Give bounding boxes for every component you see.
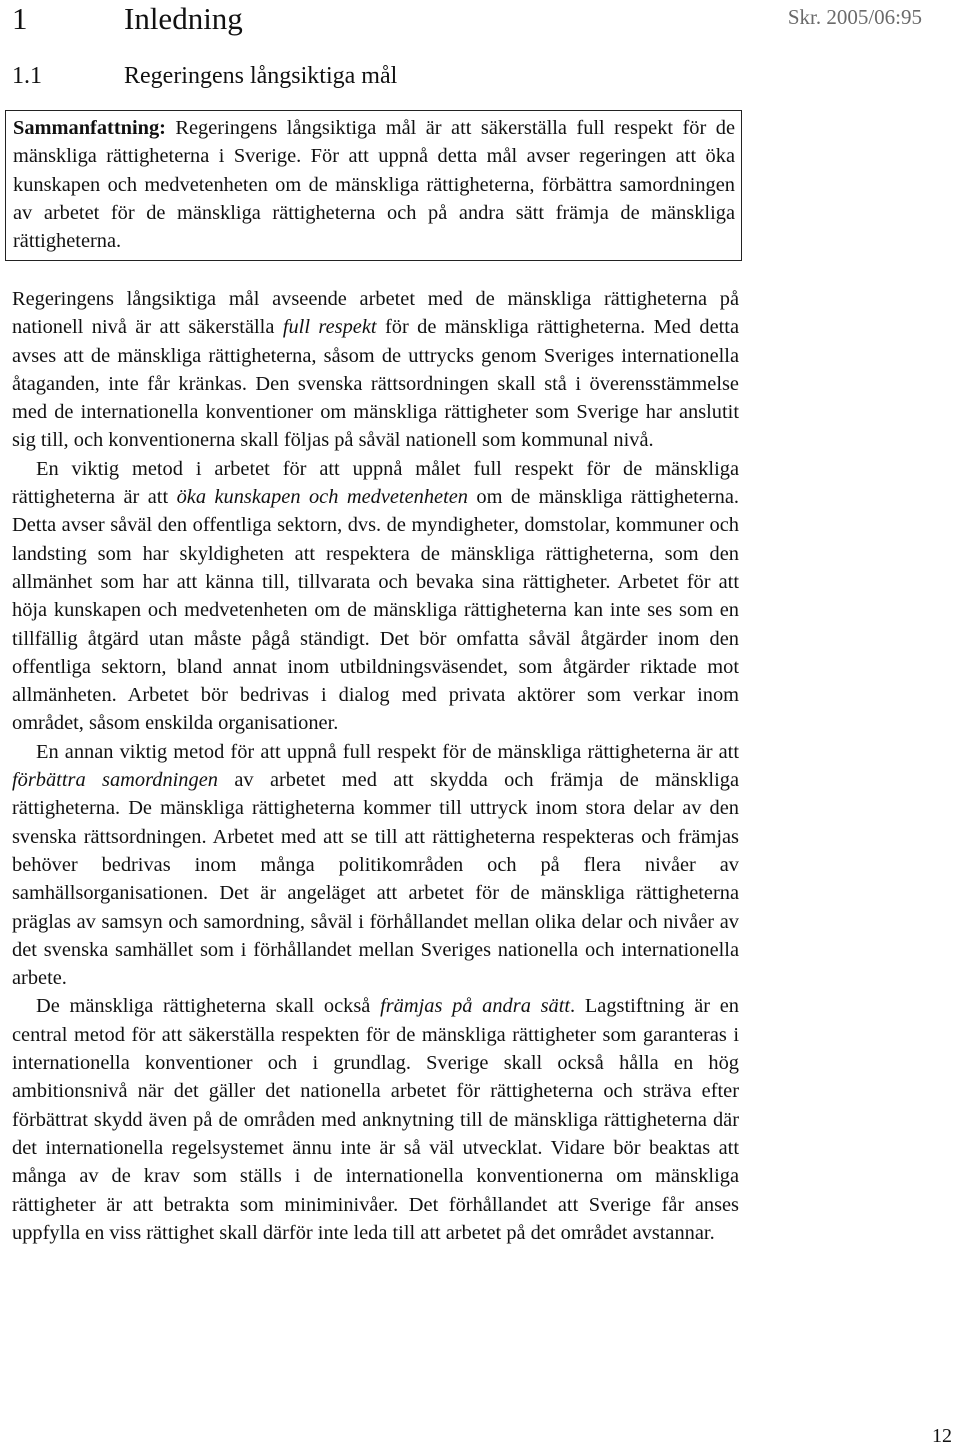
paragraph-4-text-a: De mänskliga rättigheterna skall också	[36, 995, 381, 1018]
summary-box	[5, 110, 742, 261]
paragraph-3-text-a: En annan viktig metod för att uppnå full respekt för de mänskliga rättigheterna är att	[36, 740, 739, 763]
paragraph-2-text-a: En viktig metod i arbetet för att uppnå målet full respekt för de mänskliga rättigheterna är att	[12, 457, 739, 509]
paragraph-4	[12, 992, 739, 1247]
summary-label: Sammanfattning:	[13, 117, 166, 139]
paragraph-1-text-b: för de mänskliga rättigheterna. Med detta avses att de mänskliga rättigheterna, såsom de uttrycks genom Sveriges internationella åtaganden, inte får kränkas. Den svenska rättsordningen skall stå i överensstämmelse med de internationella konventioner om mänskliga rättigheter som Sverige har anslutit sig till, och konventionerna skall följas på såväl nationell som kommunal nivå.	[12, 316, 739, 452]
paragraph-3-text-b: av arbetet med att skydda och främja de mänskliga rättigheterna. De mänskliga rättigheterna kommer till uttryck inom stora delar av den svenska rättsordningen. Arbetet med att se till att rättigheterna respekteras och främjas behöver bedrivas inom många politikområden och på flera nivåer av samhällsorganisationen. Det är angeläget att arbetet för de mänskliga rättigheterna präglas av samsyn och samordning, såväl i förhållandet mellan olika delar och nivåer av det svenska samhället som i förhållandet mellan Sveriges nationella och internationella arbete.	[12, 769, 739, 990]
paragraph-3	[12, 738, 739, 993]
paragraph-2-emphasis: öka kunskapen och medvetenheten	[176, 486, 468, 509]
paragraph-3-emphasis: förbättra samordningen	[12, 769, 218, 792]
paragraph-1	[12, 285, 739, 455]
summary-text: Regeringens långsiktiga mål är att säkerställa full respekt för de mänskliga rättigheterna i Sverige. För att uppnå detta mål avser regeringen att öka kunskapen och medvetenheten om de mänskliga rättigheterna, förbättra samordningen av arbetet för de mänskliga rättigheterna och på andra sätt främja de mänskliga rättigheterna.	[13, 117, 735, 253]
paragraph-2	[12, 455, 739, 738]
document-reference: Skr. 2005/06:95	[787, 5, 922, 29]
paragraph-2-text-b: om de mänskliga rättigheterna. Detta avser såväl den offentliga sektorn, dvs. de myndigheter, domstolar, kommuner och landsting som har skyldigheten att respektera de mänskliga rättigheterna, som den allmänhet som har att känna till, tillvarata och bevaka sina rättigheter. Arbetet för att höja kunskapen och medvetenheten om de mänskliga rättigheterna kan inte ses som en tillfällig åtgärd utan måste pågå ständigt. Det bör omfatta såväl åtgärder inom den offentliga sektorn, bland annat inom utbildningsväsendet, som åtgärder riktade mot allmänheten. Arbetet bör bedrivas i dialog med privata aktörer som verkar inom området, såsom enskilda organisationer.	[12, 486, 739, 735]
paragraph-4-text-b: . Lagstiftning är en central metod för att säkerställa respekten för de mänskliga rättigheter som garanteras i internationella konventioner och i grundlag. Sverige skall också hålla en hög ambitionsnivå när det gäller det nationella arbetet för rättigheterna och sträva efter förbättrat skydd även på de områden med anknytning till de mänskliga rättigheterna där det internationella regelsystemet ännu inte är så väl utvecklat. Vidare bör beaktas att många av de krav som ställs i de internationella konventionerna om mänskliga rättigheter är att betrakta som miniminivåer. Det förhållandet att Sverige får anses uppfylla en viss rättighet skall därför inte leda till att arbetet på det området avstannar.	[12, 995, 739, 1244]
body-text	[12, 285, 739, 1247]
paragraph-1-emphasis: full respekt	[282, 316, 377, 339]
paragraph-4-emphasis: främjas på andra sätt	[380, 995, 571, 1018]
section-number: 1.1	[12, 63, 42, 89]
page-number: 12	[932, 1425, 952, 1447]
chapter-number: 1	[12, 1, 28, 36]
chapter-title: Inledning	[124, 1, 243, 36]
paragraph-1-text-a: Regeringens långsiktiga mål avseende arbetet med de mänskliga rättigheterna på nationell nivå är att säkerställa	[12, 288, 739, 339]
section-title: Regeringens långsiktiga mål	[124, 63, 398, 89]
